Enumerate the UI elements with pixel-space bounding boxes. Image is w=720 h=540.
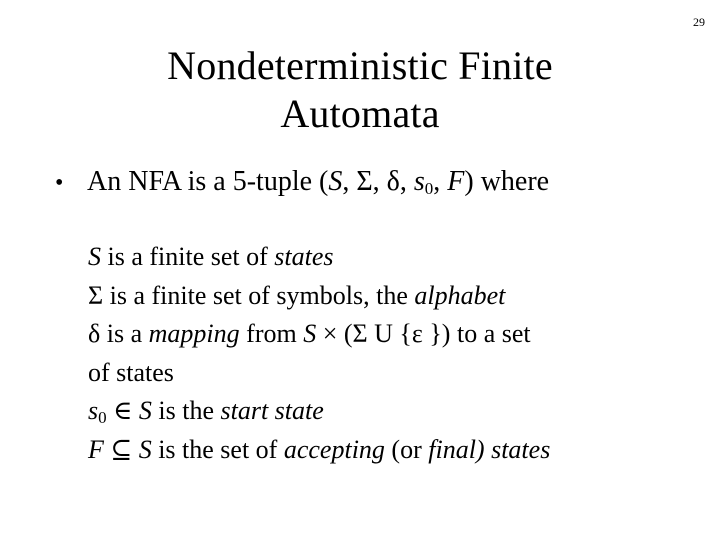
bullet-prefix: An NFA is a 5-tuple (	[87, 166, 329, 197]
definition-alphabet	[88, 277, 550, 316]
def-text: of states	[88, 357, 174, 387]
bullet-var-s: S	[328, 166, 343, 197]
def-term: accepting	[283, 434, 385, 464]
title-line-2: Automata	[280, 91, 440, 136]
definition-accepting-states	[88, 431, 550, 470]
def-term: start state	[220, 396, 324, 425]
title-line-1: Nondeterministic Finite	[167, 43, 553, 88]
definition-mapping	[88, 315, 550, 354]
def-term: mapping	[148, 319, 240, 348]
def-text: is a	[100, 319, 149, 348]
bullet-sigma: Σ	[356, 166, 373, 197]
bullet-var-s0: s	[413, 166, 425, 197]
def-var: F	[88, 434, 104, 464]
definition-start-state	[88, 392, 550, 431]
def-text: × (Σ U {ε }) to a set	[316, 319, 531, 348]
def-term: states	[274, 242, 334, 271]
def-text: ⊆	[103, 434, 139, 464]
def-text: is the	[151, 396, 221, 425]
bullet-var-f: F	[447, 166, 465, 197]
bullet-suffix: ) where	[464, 166, 550, 197]
def-symbol: δ	[88, 319, 101, 348]
def-text: is a finite set of symbols, the	[103, 280, 415, 310]
def-text: ∈	[106, 396, 139, 425]
bullet-sep-2: ,	[372, 166, 387, 197]
def-text: is the set of	[151, 434, 284, 464]
def-var: S	[303, 319, 317, 348]
definition-states	[88, 238, 550, 277]
def-var: S	[138, 434, 152, 464]
definition-mapping-continued	[88, 354, 550, 393]
bullet-subscript-0: 0	[424, 179, 434, 198]
bullet-sep-4: ,	[433, 166, 448, 197]
def-var: s	[88, 396, 99, 425]
def-term: alphabet	[414, 280, 506, 310]
def-term: final)	[428, 434, 485, 464]
def-var: S	[88, 242, 101, 271]
slide-title	[0, 42, 720, 138]
bullet-icon: •	[55, 170, 64, 196]
definitions-list	[88, 238, 550, 469]
def-text: is a finite set of	[101, 242, 275, 271]
bullet-delta: δ	[386, 166, 400, 197]
def-subscript: 0	[98, 408, 107, 427]
page-number: 29	[693, 15, 705, 29]
bullet-nfa-definition	[55, 162, 549, 203]
def-text: from	[239, 319, 304, 348]
def-var: S	[138, 396, 152, 425]
def-symbol: Σ	[88, 280, 104, 310]
bullet-sep-3: ,	[399, 166, 414, 197]
bullet-sep-1: ,	[342, 166, 357, 197]
def-text: (or	[384, 434, 429, 464]
def-term: states	[491, 434, 551, 464]
